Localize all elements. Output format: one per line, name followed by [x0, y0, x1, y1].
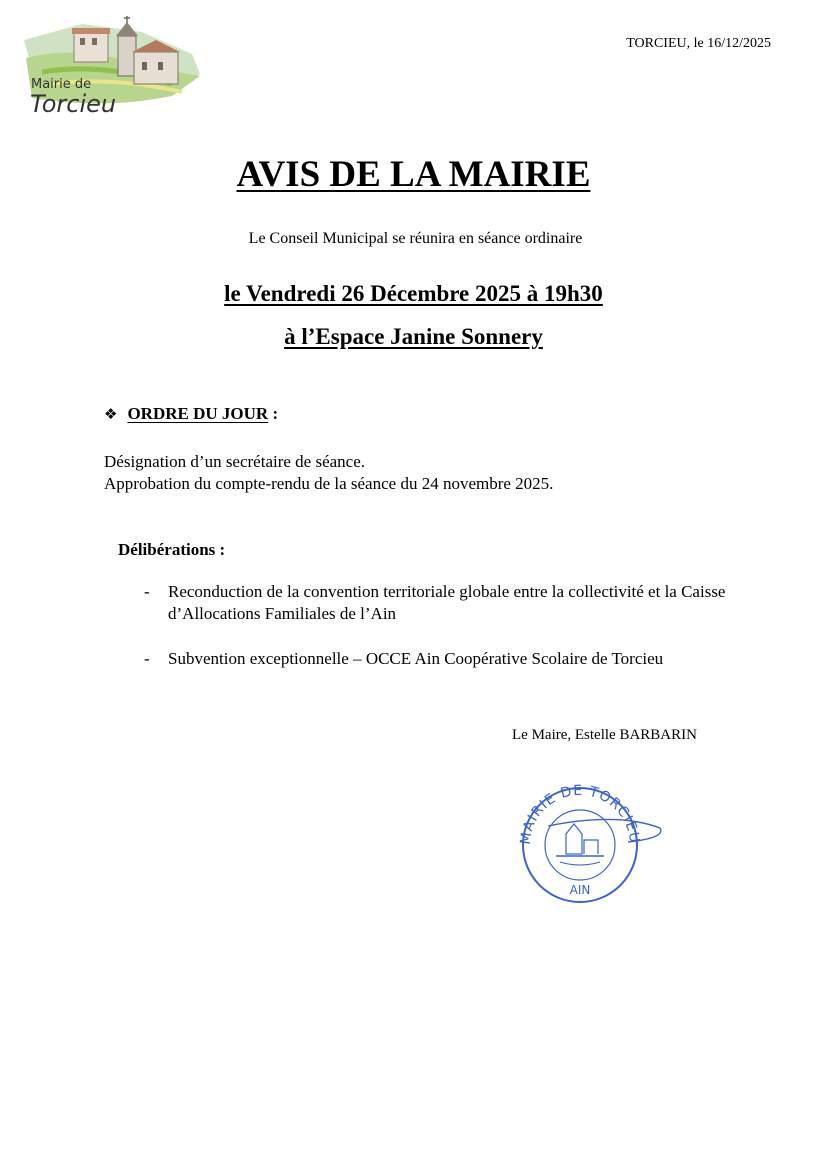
deliberations-heading: Délibérations :	[118, 540, 226, 559]
intro-text: Le Conseil Municipal se réunira en séance ordinaire	[248, 230, 583, 247]
deliberation-text: Reconduction de la convention territoriale globale entre la collectivité et la Caisse d’Allocations Familiales de l’Ain	[168, 582, 726, 623]
meeting-datetime: le Vendredi 26 Décembre 2025 à 19h30	[224, 281, 603, 306]
logo-text-line2: Torcieu	[30, 90, 117, 118]
ordre-du-jour-suffix: :	[268, 404, 279, 423]
stamp-text-bottom: AIN	[569, 883, 591, 897]
ordre-du-jour-label: ORDRE DU JOUR	[127, 404, 269, 423]
document-date: TORCIEU, le 16/12/2025	[626, 36, 771, 51]
agenda-items	[104, 451, 553, 495]
stamp-text-top: MAIRIE DE TORCIEU	[517, 782, 643, 846]
list-item: Approbation du compte-rendu de la séance du 24 novembre 2025.	[104, 474, 554, 493]
page-title: AVIS DE LA MAIRIE	[236, 154, 591, 195]
dash-bullet: -	[144, 649, 150, 668]
mairie-logo	[22, 14, 204, 118]
svg-text:MAIRIE DE TORCIEU	[518, 783, 643, 846]
meeting-place: à l’Espace Janine Sonnery	[284, 324, 543, 349]
diamond-bullet-icon: ❖	[104, 405, 118, 423]
ordre-du-jour-heading	[104, 404, 278, 424]
deliberation-item	[144, 581, 744, 625]
mayor-signature: Le Maire, Estelle BARBARIN	[512, 727, 697, 743]
dash-bullet: -	[144, 582, 150, 601]
deliberation-text: Subvention exceptionnelle – OCCE Ain Coopérative Scolaire de Torcieu	[168, 649, 664, 668]
deliberation-item	[144, 648, 764, 670]
official-stamp	[508, 782, 670, 908]
list-item: Désignation d’un secrétaire de séance.	[104, 452, 366, 471]
logo-text-line1: Mairie de	[31, 77, 92, 92]
